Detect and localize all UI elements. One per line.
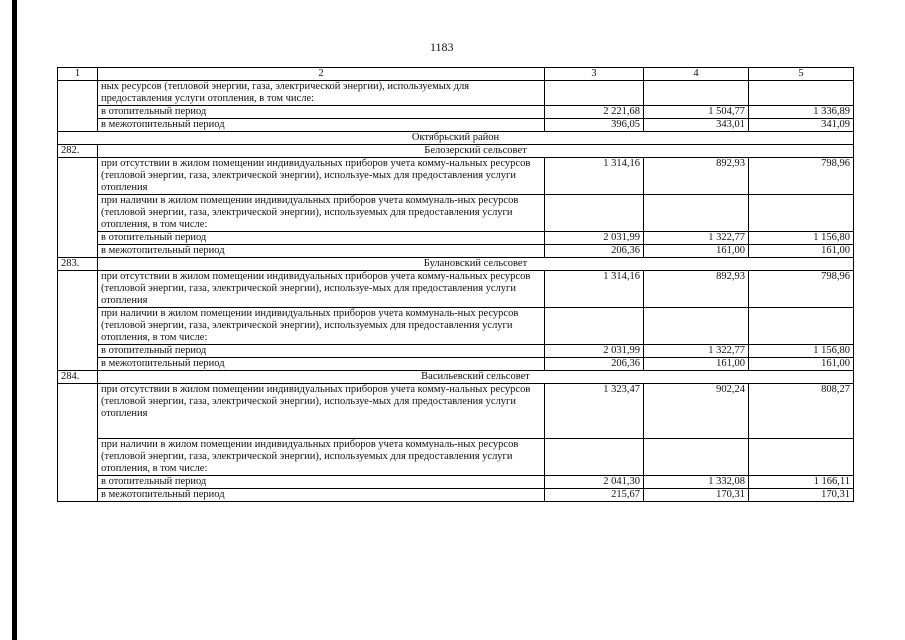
value-cell: 892,93: [644, 271, 749, 308]
value-cell: [545, 308, 644, 345]
value-cell: 161,00: [644, 245, 749, 258]
section-name: Васильевский сельсовет: [98, 371, 854, 384]
section-name: Булановский сельсовет: [98, 258, 854, 271]
value-cell: 1 332,08: [644, 476, 749, 489]
value-cell: 170,31: [749, 489, 854, 502]
tariff-table: [57, 67, 854, 502]
value-cell: 1 322,77: [644, 345, 749, 358]
value-cell: 161,00: [749, 358, 854, 371]
value-cell: 1 156,80: [749, 345, 854, 358]
value-cell: 170,31: [644, 489, 749, 502]
table-row: [58, 232, 854, 245]
value-cell: 2 221,68: [545, 106, 644, 119]
value-cell: 808,27: [749, 384, 854, 439]
value-cell: 892,93: [644, 158, 749, 195]
row-description: при наличии в жилом помещении индивидуальных приборов учета коммуналь-ных ресурсов (тепловой энергии, газа, электрической энергии), используемых для предоставления услуги отопления, в том числе:: [98, 195, 545, 232]
value-cell: 1 322,77: [644, 232, 749, 245]
col-header-4: 4: [644, 68, 749, 81]
table-row: [58, 158, 854, 195]
section-name: Белозерский сельсовет: [98, 145, 854, 158]
table-row: [58, 119, 854, 132]
scan-edge-bar: [12, 0, 17, 640]
row-description: при наличии в жилом помещении индивидуальных приборов учета коммуналь-ных ресурсов (тепловой энергии, газа, электрической энергии), используемых для предоставления услуги отопления, в том числе:: [98, 439, 545, 476]
table-row: [58, 489, 854, 502]
column-header-row: [58, 68, 854, 81]
value-cell: 161,00: [644, 358, 749, 371]
row-description: при отсутствии в жилом помещении индивидуальных приборов учета комму-нальных ресурсов (тепловой энергии, газа, электрической энергии), используе-мых для предоставления услуги отопления: [98, 271, 545, 308]
value-cell: [644, 439, 749, 476]
value-cell: 215,67: [545, 489, 644, 502]
table-row: [58, 439, 854, 476]
value-cell: 1 314,16: [545, 158, 644, 195]
section-number: 284.: [58, 371, 98, 384]
value-cell: [545, 439, 644, 476]
value-cell: [644, 81, 749, 106]
section-number: 282.: [58, 145, 98, 158]
table-row: [58, 384, 854, 439]
table-row: [58, 358, 854, 371]
index-cell: [58, 158, 98, 258]
value-cell: [545, 81, 644, 106]
value-cell: [545, 195, 644, 232]
table-row: [58, 476, 854, 489]
value-cell: 343,01: [644, 119, 749, 132]
row-label: в отопительный период: [98, 106, 545, 119]
row-label: в отопительный период: [98, 345, 545, 358]
row-label: в отопительный период: [98, 232, 545, 245]
row-description: при отсутствии в жилом помещении индивидуальных приборов учета комму-нальных ресурсов (тепловой энергии, газа, электрической энергии), используе-мых для предоставления услуги отопления: [98, 384, 545, 439]
value-cell: 798,96: [749, 158, 854, 195]
col-header-5: 5: [749, 68, 854, 81]
value-cell: 1 314,16: [545, 271, 644, 308]
value-cell: 206,36: [545, 358, 644, 371]
table-row: [58, 245, 854, 258]
value-cell: [749, 439, 854, 476]
section-number: 283.: [58, 258, 98, 271]
value-cell: [644, 308, 749, 345]
col-header-1: 1: [58, 68, 98, 81]
value-cell: [749, 195, 854, 232]
section-header-row: [58, 145, 854, 158]
row-description: ных ресурсов (тепловой энергии, газа, электрической энергии), используемых для предоставления услуги отопления, в том числе:: [98, 81, 545, 106]
value-cell: [749, 308, 854, 345]
district-name: Октябрьский район: [58, 132, 854, 145]
value-cell: 2 031,99: [545, 232, 644, 245]
value-cell: 1 166,11: [749, 476, 854, 489]
row-description: при наличии в жилом помещении индивидуальных приборов учета коммуналь-ных ресурсов (тепловой энергии, газа, электрической энергии), используемых для предоставления услуги отопления, в том числе:: [98, 308, 545, 345]
district-row: [58, 132, 854, 145]
value-cell: 1 323,47: [545, 384, 644, 439]
page-number: 1183: [430, 40, 454, 54]
value-cell: 1 156,80: [749, 232, 854, 245]
value-cell: 2 031,99: [545, 345, 644, 358]
value-cell: 396,05: [545, 119, 644, 132]
row-label: в межотопительный период: [98, 245, 545, 258]
value-cell: 798,96: [749, 271, 854, 308]
col-header-2: 2: [98, 68, 545, 81]
value-cell: [749, 81, 854, 106]
table-row: [58, 195, 854, 232]
col-header-3: 3: [545, 68, 644, 81]
table-row: [58, 345, 854, 358]
index-cell: [58, 271, 98, 371]
value-cell: 2 041,30: [545, 476, 644, 489]
table-row: [58, 106, 854, 119]
row-label: в межотопительный период: [98, 358, 545, 371]
value-cell: 341,09: [749, 119, 854, 132]
index-cell: [58, 384, 98, 502]
row-description: при отсутствии в жилом помещении индивидуальных приборов учета комму-нальных ресурсов (тепловой энергии, газа, электрической энергии), используе-мых для предоставления услуги отопления: [98, 158, 545, 195]
value-cell: 161,00: [749, 245, 854, 258]
value-cell: [644, 195, 749, 232]
value-cell: 1 504,77: [644, 106, 749, 119]
value-cell: 902,24: [644, 384, 749, 439]
index-cell: [58, 81, 98, 132]
row-label: в межотопительный период: [98, 119, 545, 132]
row-label: в отопительный период: [98, 476, 545, 489]
table-row: [58, 308, 854, 345]
value-cell: 206,36: [545, 245, 644, 258]
section-header-row: [58, 371, 854, 384]
section-header-row: [58, 258, 854, 271]
table-row: [58, 271, 854, 308]
row-label: в межотопительный период: [98, 489, 545, 502]
table-row: [58, 81, 854, 106]
value-cell: 1 336,89: [749, 106, 854, 119]
